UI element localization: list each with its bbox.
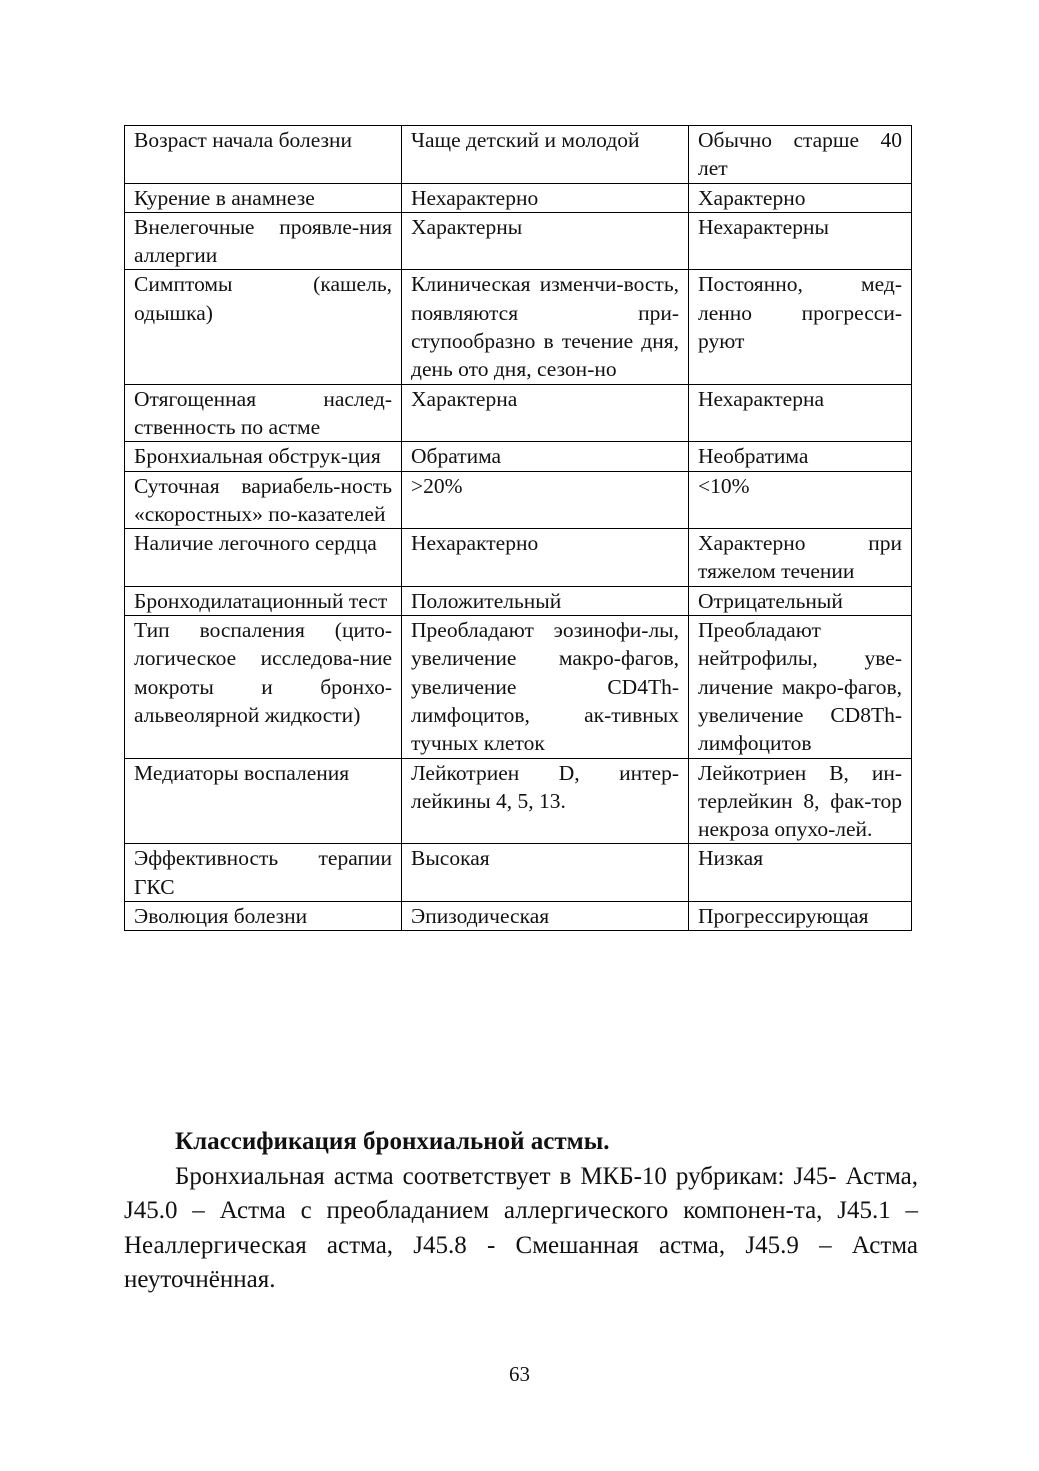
table-cell: Обратима xyxy=(402,442,689,471)
table-row xyxy=(125,442,912,471)
table-cell: Постоянно, мед-ленно прогресси-руют xyxy=(689,270,912,384)
table-cell: <10% xyxy=(689,471,912,529)
table-row xyxy=(125,616,912,758)
table-row xyxy=(125,212,912,270)
table-cell: Прогрессирующая xyxy=(689,902,912,931)
table-cell: Эволюция болезни xyxy=(125,902,402,931)
table-cell: Бронходилатационный тест xyxy=(125,586,402,615)
table-cell: Нехарактерно xyxy=(402,529,689,587)
table-cell: Тип воспаления (цито-логическое исследова-ние мокроты и бронхо-альвеолярной жидкости) xyxy=(125,616,402,758)
table-cell: Лейкотриен В, ин-терлейкин 8, фак-тор некроза опухо-лей. xyxy=(689,758,912,844)
table-row xyxy=(125,844,912,902)
comparison-table xyxy=(124,125,912,931)
comparison-table-body xyxy=(125,126,912,931)
table-row xyxy=(125,126,912,184)
table-cell: Эффективность терапии ГКС xyxy=(125,844,402,902)
table-cell: Чаще детский и молодой xyxy=(402,126,689,184)
table-cell: Медиаторы воспаления xyxy=(125,758,402,844)
table-cell: Обычно старше 40 лет xyxy=(689,126,912,184)
table-cell: Преобладают нейтрофилы, уве-личение макро-фагов, увеличение CD8Th-лимфоцитов xyxy=(689,616,912,758)
table-cell: Наличие легочного сердца xyxy=(125,529,402,587)
table-cell: Характерна xyxy=(402,384,689,442)
table-cell: Клиническая изменчи-вость, появляются при-ступообразно в течение дня, день ото дня, сезон-но xyxy=(402,270,689,384)
table-cell: Нехарактерно xyxy=(402,183,689,212)
table-row xyxy=(125,183,912,212)
table-cell: Отрицательный xyxy=(689,586,912,615)
table-cell: Характерно при тяжелом течении xyxy=(689,529,912,587)
table-row xyxy=(125,758,912,844)
table-row xyxy=(125,902,912,931)
table-cell: Высокая xyxy=(402,844,689,902)
table-cell: Нехарактерны xyxy=(689,212,912,270)
table-cell: Характерно xyxy=(689,183,912,212)
table-cell: Лейкотриен D, интер-лейкины 4, 5, 13. xyxy=(402,758,689,844)
table-cell: Положительный xyxy=(402,586,689,615)
table-cell: Необратима xyxy=(689,442,912,471)
page-number: 63 xyxy=(509,1362,530,1386)
table-cell: Отягощенная наслед-ственность по астме xyxy=(125,384,402,442)
classification-section xyxy=(124,1125,918,1298)
table-row xyxy=(125,529,912,587)
section-heading: Классификация бронхиальной астмы. xyxy=(175,1128,610,1155)
table-cell: Симптомы (кашель, одышка) xyxy=(125,270,402,384)
table-cell: Низкая xyxy=(689,844,912,902)
table-row xyxy=(125,384,912,442)
table-row xyxy=(125,586,912,615)
table-cell: Характерны xyxy=(402,212,689,270)
table-cell: >20% xyxy=(402,471,689,529)
table-cell: Возраст начала болезни xyxy=(125,126,402,184)
table-cell: Внелегочные проявле-ния аллергии xyxy=(125,212,402,270)
table-cell: Курение в анамнезе xyxy=(125,183,402,212)
table-row xyxy=(125,270,912,384)
table-cell: Эпизодическая xyxy=(402,902,689,931)
table-cell: Нехарактерна xyxy=(689,384,912,442)
table-cell: Суточная вариабель-ность «скоростных» по-казателей xyxy=(125,471,402,529)
table-cell: Преобладают эозинофи-лы, увеличение макро-фагов, увеличение CD4Th-лимфоцитов, ак-тивных тучных клеток xyxy=(402,616,689,758)
table-cell: Бронхиальная обструк-ция xyxy=(125,442,402,471)
table-row xyxy=(125,471,912,529)
section-paragraph: Бронхиальная астма соответствует в МКБ-10 рубрикам: J45- Астма, J45.0 – Астма с преобладанием аллергического компонен-та, J45.1 – Неаллергическая астма, J45.8 - Смешанная астма, J45.9 – Астма неуточнённая. xyxy=(124,1162,918,1294)
